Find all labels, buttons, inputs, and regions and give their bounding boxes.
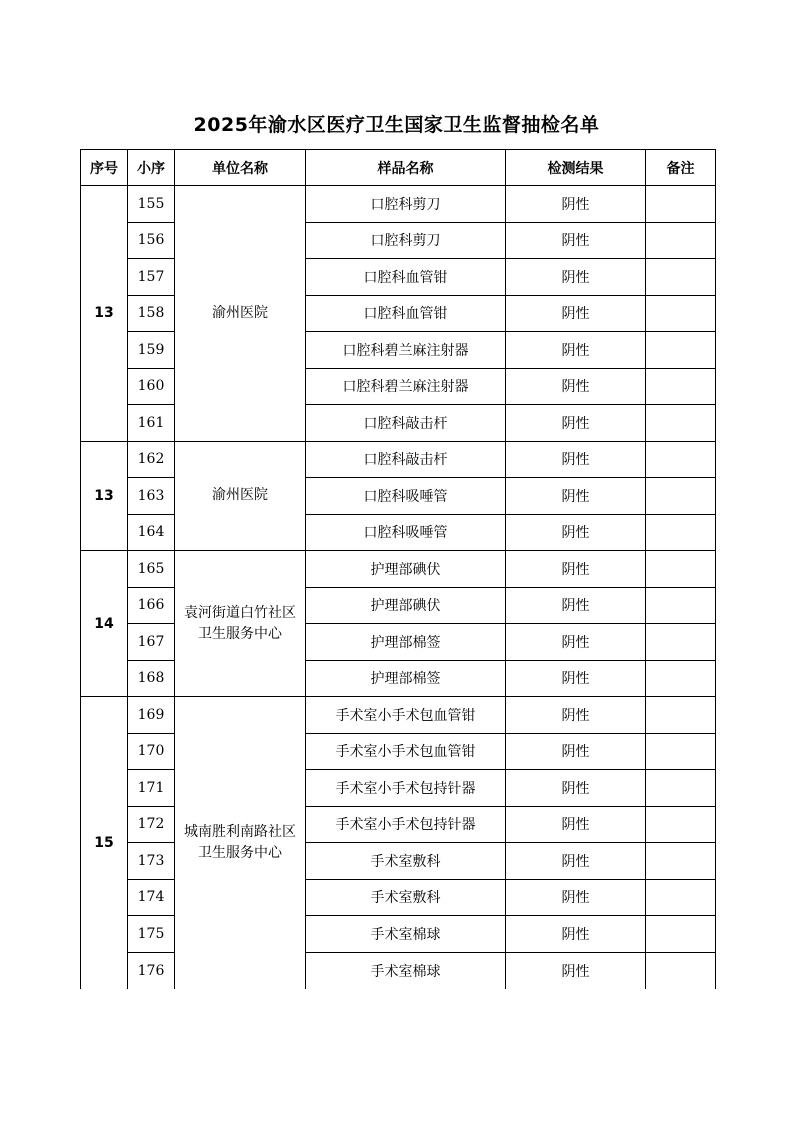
cell-result: 阴性 <box>506 478 646 515</box>
cell-note <box>646 405 716 442</box>
cell-sample: 护理部碘伏 <box>306 587 506 624</box>
cell-note <box>646 587 716 624</box>
cell-sub-seq: 171 <box>128 770 175 807</box>
cell-sub-seq: 167 <box>128 624 175 661</box>
table-row <box>81 697 716 734</box>
cell-unit-name: 渝州医院 <box>175 186 306 442</box>
cell-result: 阴性 <box>506 441 646 478</box>
cell-sub-seq: 175 <box>128 916 175 953</box>
cell-note <box>646 624 716 661</box>
cell-result: 阴性 <box>506 259 646 296</box>
cell-result: 阴性 <box>506 916 646 953</box>
cell-sample: 手术室小手术包血管钳 <box>306 733 506 770</box>
cell-note <box>646 697 716 734</box>
cell-result: 阴性 <box>506 879 646 916</box>
cell-note <box>646 843 716 880</box>
table-row <box>81 551 716 588</box>
cell-note <box>646 952 716 989</box>
cell-result: 阴性 <box>506 952 646 989</box>
cell-result: 阴性 <box>506 843 646 880</box>
cell-sub-seq: 160 <box>128 368 175 405</box>
cell-note <box>646 660 716 697</box>
document-title: 2025年渝水区医疗卫生国家卫生监督抽检名单 <box>193 114 600 136</box>
cell-sub-seq: 156 <box>128 222 175 259</box>
cell-sub-seq: 161 <box>128 405 175 442</box>
table-row <box>81 186 716 223</box>
cell-sample: 口腔科碧兰麻注射器 <box>306 332 506 369</box>
cell-sample: 口腔科敲击杆 <box>306 441 506 478</box>
cell-sub-seq: 163 <box>128 478 175 515</box>
cell-result: 阴性 <box>506 551 646 588</box>
header-sub-seq: 小序 <box>128 150 175 186</box>
cell-sub-seq: 159 <box>128 332 175 369</box>
cell-result: 阴性 <box>506 733 646 770</box>
cell-sample: 手术室小手术包持针器 <box>306 806 506 843</box>
cell-note <box>646 441 716 478</box>
header-unit-name: 单位名称 <box>175 150 306 186</box>
cell-sample: 口腔科碧兰麻注射器 <box>306 368 506 405</box>
cell-result: 阴性 <box>506 368 646 405</box>
cell-result: 阴性 <box>506 514 646 551</box>
cell-sub-seq: 176 <box>128 952 175 989</box>
cell-sub-seq: 169 <box>128 697 175 734</box>
header-remarks: 备注 <box>646 150 716 186</box>
header-sample-name: 样品名称 <box>306 150 506 186</box>
cell-result: 阴性 <box>506 222 646 259</box>
cell-sub-seq: 157 <box>128 259 175 296</box>
cell-result: 阴性 <box>506 697 646 734</box>
cell-note <box>646 478 716 515</box>
cell-sub-seq: 165 <box>128 551 175 588</box>
cell-sample: 口腔科剪刀 <box>306 222 506 259</box>
table-row <box>81 441 716 478</box>
cell-note <box>646 186 716 223</box>
cell-result: 阴性 <box>506 624 646 661</box>
cell-sample: 手术室棉球 <box>306 916 506 953</box>
cell-sample: 护理部棉签 <box>306 624 506 661</box>
cell-result: 阴性 <box>506 405 646 442</box>
cell-note <box>646 879 716 916</box>
cell-result: 阴性 <box>506 770 646 807</box>
cell-sample: 护理部棉签 <box>306 660 506 697</box>
cell-result: 阴性 <box>506 295 646 332</box>
cell-unit-name: 渝州医院 <box>175 441 306 551</box>
cell-sub-seq: 162 <box>128 441 175 478</box>
cell-sample: 口腔科剪刀 <box>306 186 506 223</box>
cell-seq: 14 <box>81 551 128 697</box>
cell-note <box>646 916 716 953</box>
cell-sub-seq: 166 <box>128 587 175 624</box>
cell-seq: 13 <box>81 441 128 551</box>
table-body <box>81 186 716 989</box>
cell-sample: 口腔科敲击杆 <box>306 405 506 442</box>
cell-note <box>646 295 716 332</box>
cell-sample: 口腔科血管钳 <box>306 295 506 332</box>
cell-sub-seq: 174 <box>128 879 175 916</box>
header-test-result: 检测结果 <box>506 150 646 186</box>
cell-sub-seq: 158 <box>128 295 175 332</box>
cell-sample: 护理部碘伏 <box>306 551 506 588</box>
cell-sub-seq: 155 <box>128 186 175 223</box>
cell-sub-seq: 172 <box>128 806 175 843</box>
cell-sample: 口腔科吸唾管 <box>306 478 506 515</box>
cell-sample: 手术室棉球 <box>306 952 506 989</box>
cell-result: 阴性 <box>506 660 646 697</box>
cell-result: 阴性 <box>506 332 646 369</box>
cell-result: 阴性 <box>506 806 646 843</box>
cell-unit-name: 袁河街道白竹社区卫生服务中心 <box>175 551 306 697</box>
cell-sample: 手术室敷科 <box>306 843 506 880</box>
cell-note <box>646 368 716 405</box>
cell-note <box>646 770 716 807</box>
cell-note <box>646 551 716 588</box>
cell-note <box>646 222 716 259</box>
cell-result: 阴性 <box>506 587 646 624</box>
cell-seq: 15 <box>81 697 128 989</box>
cell-note <box>646 514 716 551</box>
cell-sub-seq: 173 <box>128 843 175 880</box>
inspection-table <box>80 149 716 989</box>
cell-unit-name: 城南胜利南路社区卫生服务中心 <box>175 697 306 989</box>
cell-seq: 13 <box>81 186 128 442</box>
cell-sample: 口腔科血管钳 <box>306 259 506 296</box>
cell-note <box>646 733 716 770</box>
cell-note <box>646 806 716 843</box>
cell-sample: 口腔科吸唾管 <box>306 514 506 551</box>
cell-sub-seq: 170 <box>128 733 175 770</box>
cell-sub-seq: 164 <box>128 514 175 551</box>
cell-result: 阴性 <box>506 186 646 223</box>
cell-sample: 手术室小手术包血管钳 <box>306 697 506 734</box>
header-seq: 序号 <box>81 150 128 186</box>
cell-sample: 手术室敷科 <box>306 879 506 916</box>
cell-note <box>646 332 716 369</box>
table-header-row <box>81 150 716 186</box>
cell-sub-seq: 168 <box>128 660 175 697</box>
cell-sample: 手术室小手术包持针器 <box>306 770 506 807</box>
cell-note <box>646 259 716 296</box>
